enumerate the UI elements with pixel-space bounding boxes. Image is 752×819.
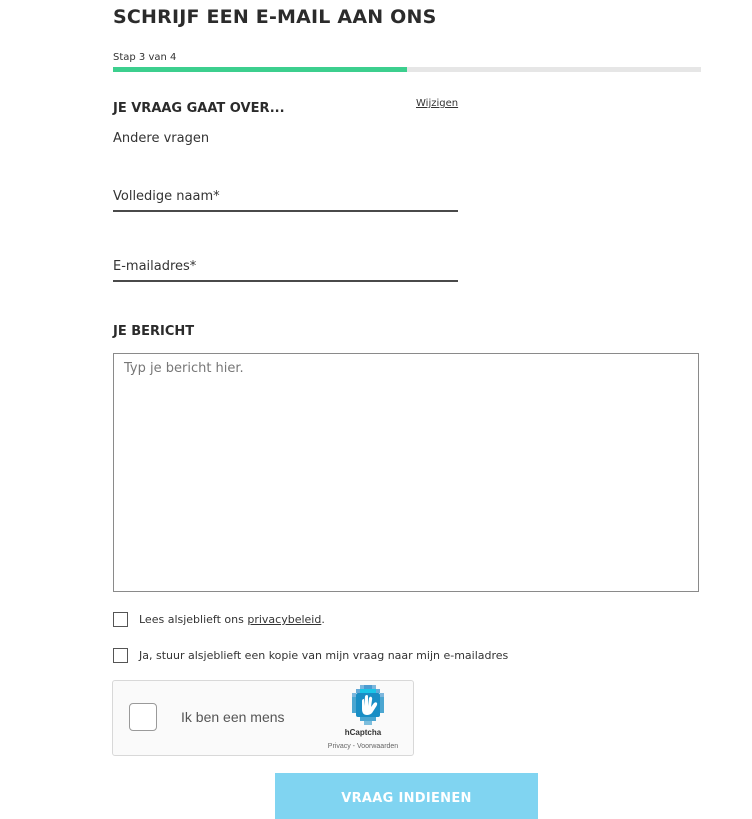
copy-email-checkbox[interactable] bbox=[113, 648, 128, 663]
privacy-prefix-text: Lees alsjeblieft ons bbox=[139, 613, 248, 626]
step-indicator: Stap 3 van 4 bbox=[113, 52, 177, 63]
message-placeholder: Typ je bericht hier. bbox=[124, 361, 244, 376]
message-heading: JE BERICHT bbox=[113, 324, 195, 339]
captcha-checkbox[interactable] bbox=[129, 703, 157, 731]
captcha-widget bbox=[112, 680, 414, 756]
privacy-policy-link[interactable]: privacybeleid bbox=[247, 613, 322, 626]
privacy-suffix-text: . bbox=[321, 613, 325, 626]
captcha-label: Ik ben een mens bbox=[181, 709, 285, 725]
full-name-label: Volledige naam* bbox=[113, 189, 220, 204]
captcha-brand: hCaptcha bbox=[344, 728, 382, 737]
message-textarea[interactable] bbox=[113, 353, 699, 592]
email-label: E-mailadres* bbox=[113, 259, 197, 274]
change-topic-link[interactable]: Wijzigen bbox=[416, 98, 459, 109]
submit-question-button[interactable]: VRAAG INDIENEN bbox=[275, 773, 538, 819]
progress-bar-fill bbox=[113, 67, 407, 72]
topic-value: Andere vragen bbox=[113, 131, 210, 146]
captcha-privacy-terms-links[interactable]: Privacy - Voorwaarden bbox=[327, 743, 399, 750]
copy-email-label: Ja, stuur alsjeblieft een kopie van mijn vraag naar mijn e-mailadres bbox=[139, 649, 509, 662]
progress-bar bbox=[113, 67, 701, 72]
privacy-checkbox[interactable] bbox=[113, 612, 128, 627]
privacy-consent-label bbox=[139, 613, 325, 626]
full-name-field[interactable] bbox=[113, 186, 458, 212]
hcaptcha-logo-icon bbox=[348, 685, 388, 729]
topic-heading: JE VRAAG GAAT OVER... bbox=[113, 101, 285, 116]
email-field[interactable] bbox=[113, 256, 458, 282]
page-title: SCHRIJF EEN E-MAIL AAN ONS bbox=[113, 6, 437, 28]
